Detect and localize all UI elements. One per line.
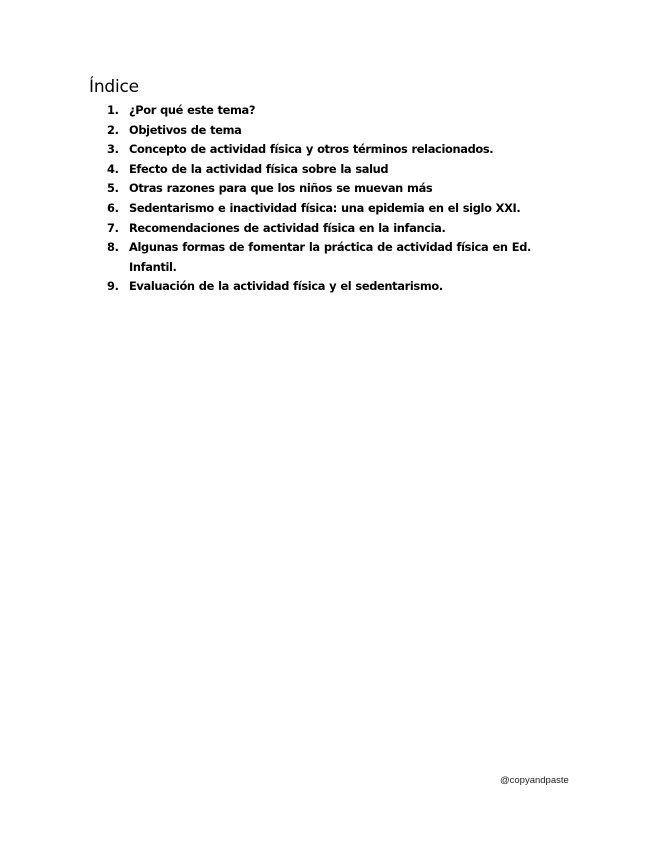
- toc-item-text: Otras razones para que los niños se muevan más: [129, 181, 433, 196]
- toc-item: [107, 140, 547, 160]
- toc-item-text: Efecto de la actividad física sobre la salud: [129, 161, 389, 176]
- toc-item: [107, 121, 547, 141]
- toc-item-text: Sedentarismo e inactividad física: una epidemia en el siglo XXI.: [129, 200, 521, 215]
- toc-item-text: Evaluación de la actividad física y el sedentarismo.: [129, 279, 443, 294]
- toc-item: [107, 238, 547, 277]
- footer-watermark: @copyandpaste: [500, 775, 569, 786]
- table-of-contents: [107, 101, 547, 297]
- toc-item-text: Concepto de actividad física y otros términos relacionados.: [129, 142, 494, 157]
- toc-item-text: Algunas formas de fomentar la práctica de actividad física en Ed. Infantil.: [129, 240, 531, 274]
- toc-item: [107, 101, 547, 121]
- toc-item-number: 5.: [107, 181, 119, 196]
- toc-item-text: Recomendaciones de actividad física en la infancia.: [129, 220, 446, 235]
- toc-item: [107, 219, 547, 239]
- toc-item-number: 9.: [107, 279, 119, 294]
- toc-item-number: 3.: [107, 142, 119, 157]
- toc-item: [107, 160, 547, 180]
- page-title: Índice: [89, 77, 139, 97]
- toc-item: [107, 277, 547, 297]
- toc-item-number: 6.: [107, 200, 119, 215]
- toc-item: [107, 179, 547, 199]
- toc-item-number: 4.: [107, 161, 119, 176]
- toc-item: [107, 199, 547, 219]
- toc-item-text: ¿Por qué este tema?: [129, 103, 256, 117]
- toc-item-number: 2.: [107, 122, 119, 137]
- toc-item-text: Objetivos de tema: [129, 122, 242, 137]
- toc-item-number: 8.: [107, 240, 119, 255]
- toc-item-number: 1.: [107, 103, 119, 117]
- toc-item-number: 7.: [107, 220, 119, 235]
